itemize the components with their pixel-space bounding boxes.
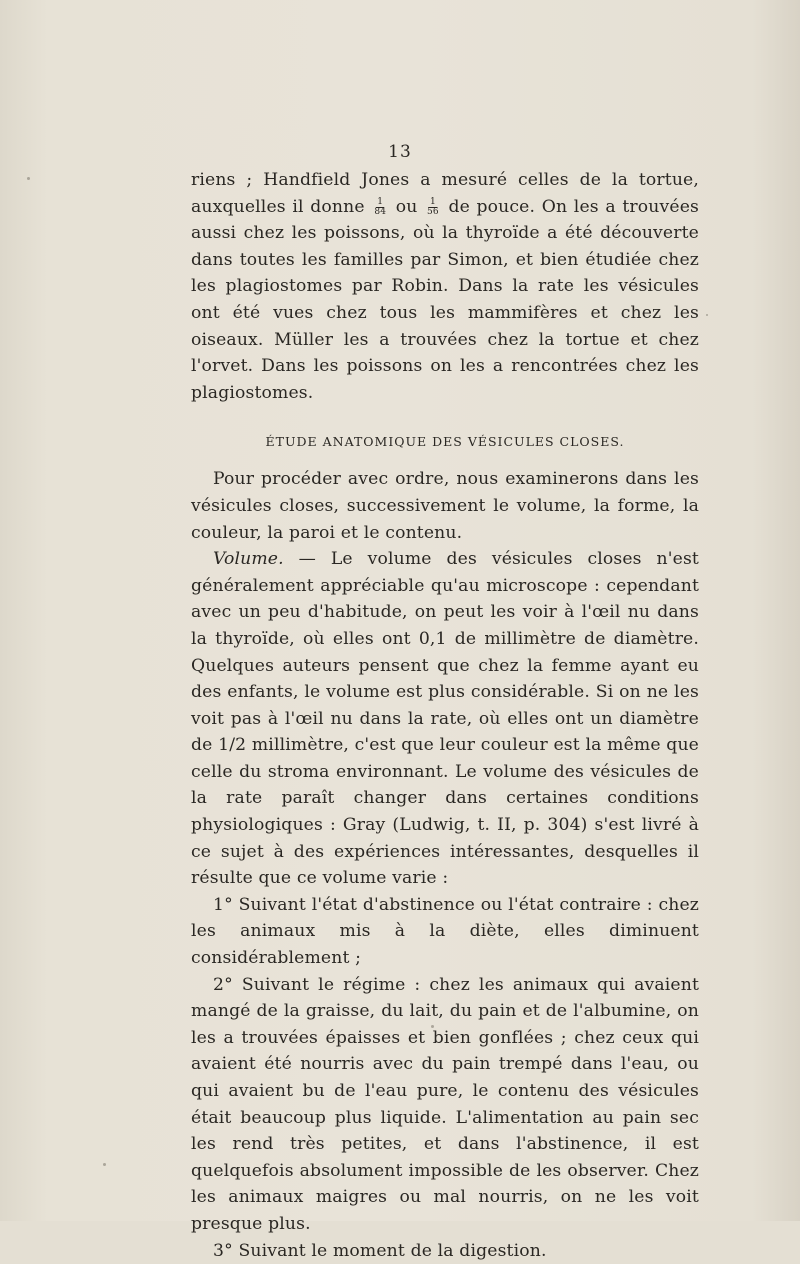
page-number: 13: [388, 142, 412, 162]
paragraph-text: riens ; Handfield Jones a mesuré celles de la tortue, auxquelles il donne: [191, 170, 699, 217]
fraction-1-84: [373, 198, 387, 217]
paper-speck: [103, 1163, 106, 1166]
paper-speck: [27, 177, 30, 180]
paper-speck: [706, 314, 708, 316]
term-volume: Volume.: [213, 549, 284, 570]
paragraph-continued: [191, 167, 699, 406]
paragraph-text: de pouce. On les a trouvées aussi chez les poissons, où la thyroïde a été découverte dans toutes les familles par Simon, et bien étudiée chez les plagiostomes par Robin. Dans la rate les vésicules ont été vues chez tous les mammifères et chez les oiseaux. Müller les a trouvées chez la tortue et chez l'orvet. Dans les poissons on les a rencontrées chez les plagiostomes.: [191, 196, 699, 403]
section-heading: ÉTUDE ANATOMIQUE DES VÉSICULES CLOSES.: [265, 434, 625, 450]
list-item-2: 2° Suivant le régime : chez les animaux qui avaient mangé de la graisse, du lait, du pain et de l'albumine, on les a trouvées épaisses et bien gonflées ; chez ceux qui avaient été nourris avec du pain trempé dans l'eau, ou qui avaient bu de l'eau pure, le contenu des vésicules était beaucoup plus liquide. L'alimentation au pain sec les rend très petites, et dans l'abstinence, il est quelquefois absolument impossible de les observer. Chez les animaux maigres ou mal nourris, on ne les voit presque plus.: [191, 974, 699, 1234]
paragraph-intro: Pour procéder avec ordre, nous examinerons dans les vésicules closes, successivement le volume, la forme, la couleur, la paroi et le contenu.: [191, 469, 699, 543]
list-item-3: 3° Suivant le moment de la digestion.: [213, 1240, 547, 1261]
paragraph-text: ou: [395, 196, 418, 217]
fraction-denominator: 56: [427, 206, 439, 217]
paragraph-volume: [191, 546, 699, 892]
list-item-1: 1° Suivant l'état d'abstinence ou l'état contraire : chez les animaux mis à la diète, elles diminuent considérablement ;: [191, 894, 699, 969]
paragraph-text: — Le volume des vésicules closes n'est généralement appréciable qu'au microscope : cependant avec un peu d'habitude, on peut les voir à l'œil nu dans la thyroïde, où elles ont 0,1 de millimètre de diamètre. Quelques auteurs pensent que chez la femme ayant eu des enfants, le volume est plus considérable. Si on ne les voit pas à l'œil nu dans la rate, où elles ont un diamètre de 1/2 millimètre, c'est que leur couleur est la même que celle du stroma environnant. Le volume des vésicules de la rate paraît changer dans certaines conditions physiologiques : Gray (Ludwig, t. II, p. 304) s'est livré à ce sujet à des expériences intéressantes, desquelles il résulte que ce volume varie :: [191, 549, 699, 889]
fraction-numerator: 1: [377, 196, 384, 207]
paper-speck: [431, 1025, 434, 1028]
fraction-numerator: 1: [429, 196, 436, 207]
fraction-1-56: [426, 198, 440, 217]
fraction-denominator: 84: [374, 206, 387, 217]
body-text: [191, 167, 699, 1264]
